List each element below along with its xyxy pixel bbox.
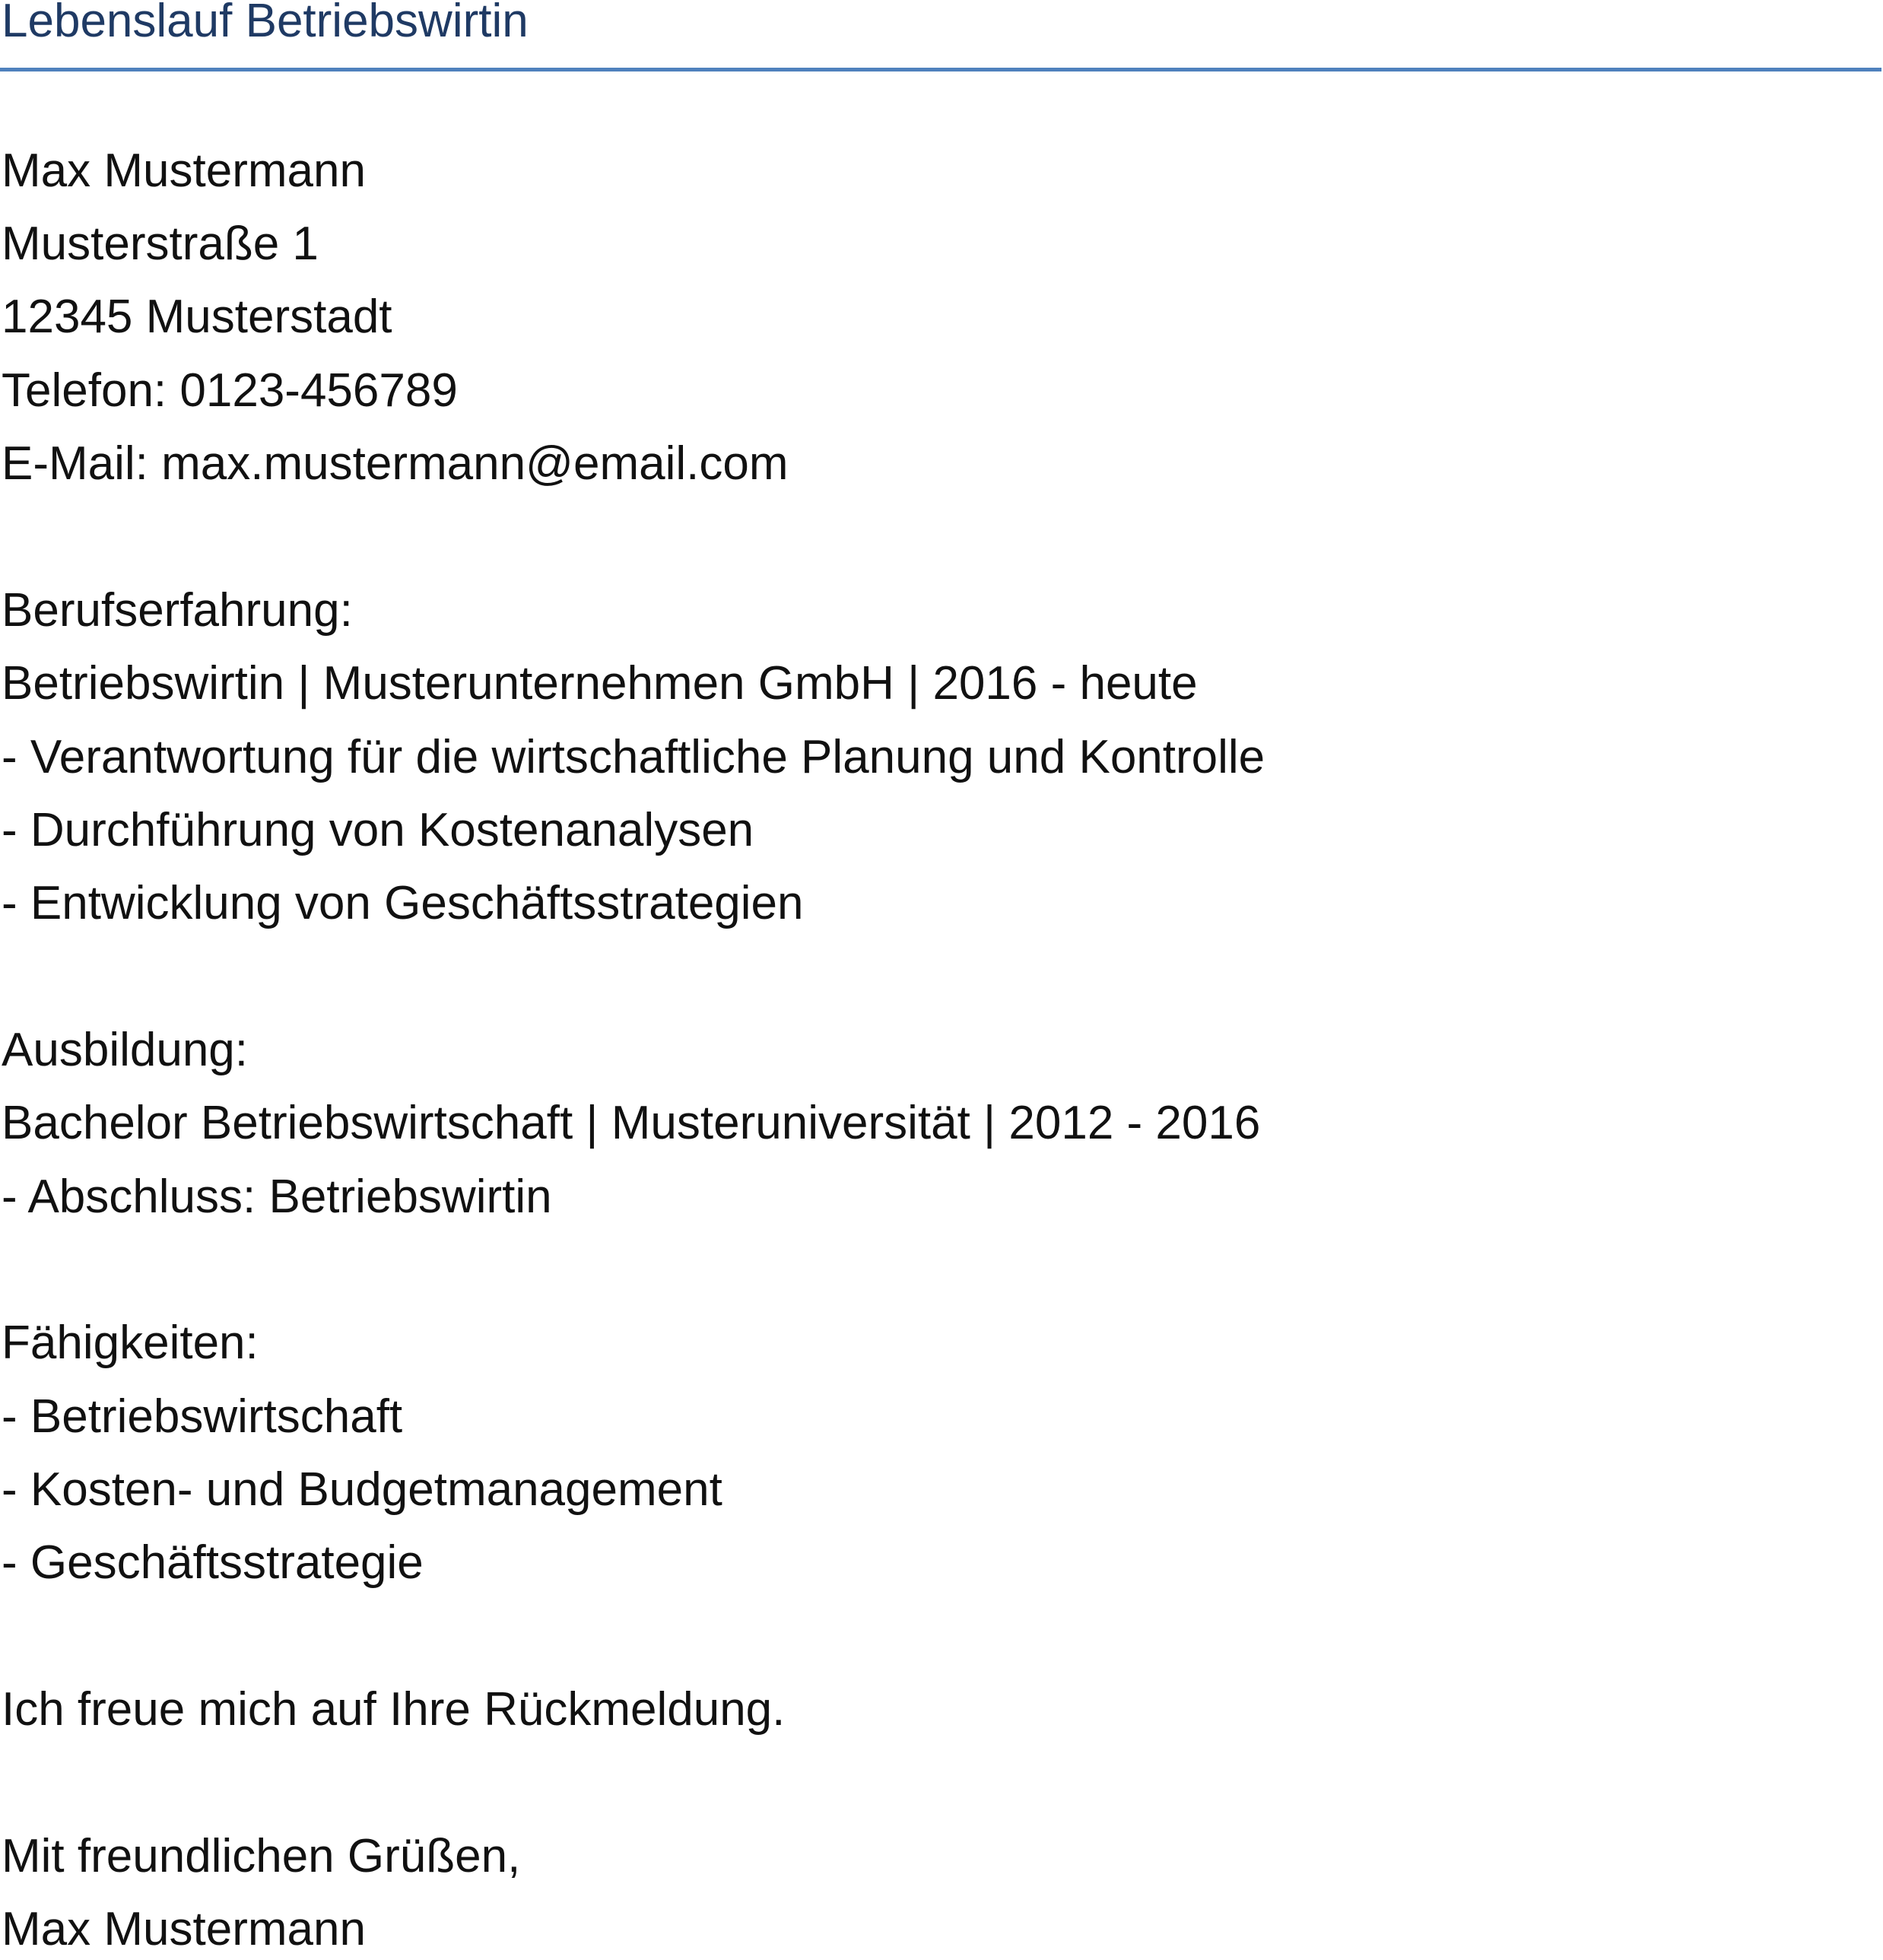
contact-street: Musterstraße 1 [2,218,319,270]
experience-item: - Durchführung von Kostenanalysen [2,804,754,856]
contact-phone: Telefon: 0123-456789 [2,364,458,417]
contact-name: Max Mustermann [2,145,366,197]
experience-position: Betriebswirtin | Musterunternehmen GmbH | 2016 - heute [2,657,1198,710]
experience-heading: Berufserfahrung: [2,584,353,637]
closing-text: Ich freue mich auf Ihre Rückmeldung. [2,1683,786,1736]
skills-item: - Geschäftsstrategie [2,1536,424,1589]
document-title: Lebenslauf Betriebswirtin [2,0,529,47]
experience-item: - Verantwortung für die wirtschaftliche Planung und Kontrolle [2,731,1265,783]
signature-name: Max Mustermann [2,1903,366,1955]
greeting-text: Mit freundlichen Grüßen, [2,1830,521,1882]
education-item: - Abschluss: Betriebswirtin [2,1171,552,1223]
education-degree: Bachelor Betriebswirtschaft | Musteruniversität | 2012 - 2016 [2,1097,1261,1149]
education-heading: Ausbildung: [2,1024,249,1076]
title-underline [0,68,1881,71]
skills-heading: Fähigkeiten: [2,1317,259,1369]
experience-item: - Entwicklung von Geschäftsstrategien [2,877,804,929]
contact-city: 12345 Musterstadt [2,291,392,343]
skills-item: - Betriebswirtschaft [2,1390,403,1443]
skills-item: - Kosten- und Budgetmanagement [2,1463,722,1516]
contact-email: E-Mail: max.mustermann@email.com [2,437,789,490]
